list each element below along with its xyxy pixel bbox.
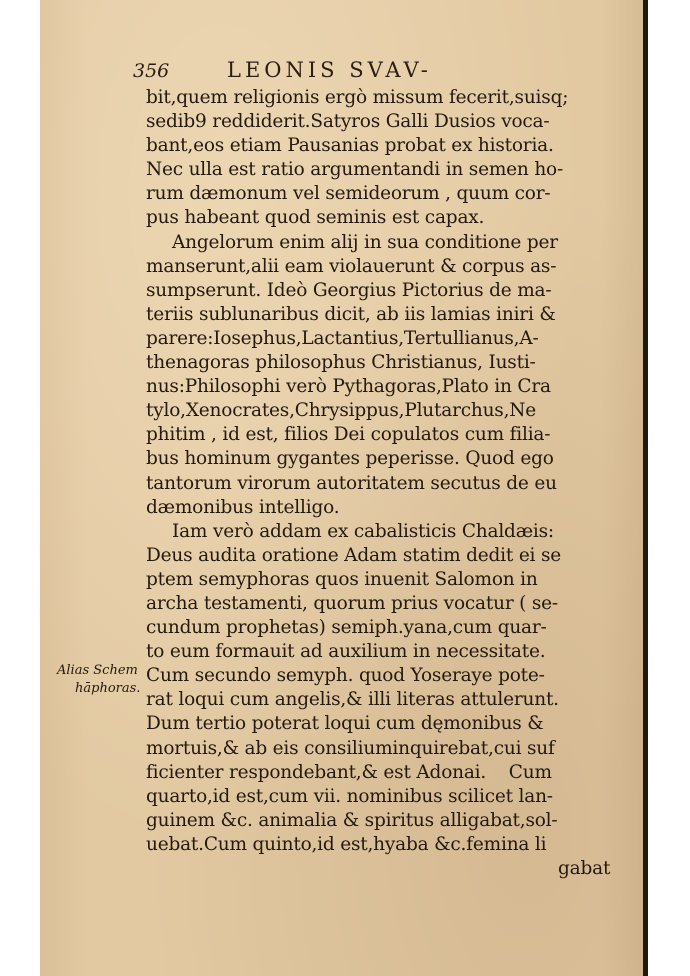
running-header [133,58,553,88]
text-line: manserunt,alii eam violauerunt & corpus as- [146,255,557,277]
text-line: ficienter respondebant,& est Adonai. Cum [146,761,552,783]
text-line: teriis sublunaribus dicit, ab iis lamias iniri & [146,303,556,325]
text-line: archa testamenti, quorum prius vocatur ( se- [146,592,558,614]
text-line: Iam verò addam ex cabalisticis Chaldæis: [172,520,554,542]
text-line: to eum formauit ad auxilium in necessitate. [146,641,546,663]
text-line: phitim , id est, filios Dei copulatos cum filia- [146,424,551,446]
text-line: nus:Philosophi verò Pythagoras,Plato in Cra [146,376,551,398]
text-line: Angelorum enim alij in sua conditione per [172,231,558,253]
margin-note-line: hāphoras. [75,681,141,696]
text-line: pus habeant quod seminis est capax. [146,207,485,229]
text-line: sumpserunt. Ideò Georgius Pictorius de ma- [146,279,552,301]
text-line: Dum tertio poterat loqui cum dęmonibus & [146,713,544,735]
body-text [146,86,616,881]
margin-note [57,662,157,698]
page-edge [643,0,648,976]
text-line: quarto,id est,cum vii. nominibus scilicet lan- [146,785,553,807]
text-line: parere:Iosephus,Lactantius,Tertullianus,A- [146,327,539,349]
text-line: Cum secundo semyph. quod Yoseraye pote- [146,665,545,687]
text-line: mortuis,& ab eis consiliuminquirebat,cui suf [146,737,555,759]
text-line: tylo,Xenocrates,Chrysippus,Plutarchus,Ne [146,400,537,422]
text-line: bit,quem religionis ergò missum fecerit,suisq; [146,87,569,108]
text-line: rat loqui cum angelis,& illi literas attulerunt. [146,689,559,711]
text-line: uebat.Cum quinto,id est,hyaba &c.femina li [146,833,547,855]
text-line: bus hominum gygantes peperisse. Quod ego [146,448,554,470]
text-line: ptem semyphoras quos inuenit Salomon in [146,568,538,590]
text-line: Nec ulla est ratio argumentandi in semen ho- [146,159,564,181]
catchword: gabat [558,858,611,879]
text-line: sedib9 reddiderit.Satyros Galli Dusios voca- [146,111,550,133]
margin-note-line: Alias Schem [57,663,138,678]
text-line: rum dæmonum vel semideorum , quum cor- [146,183,551,205]
text-line: guinem &c. animalia & spiritus alligabat,sol- [146,809,558,831]
text-line: Deus audita oratione Adam statim dedit ei se [146,544,562,566]
text-line: dæmonibus intelligo. [146,496,340,518]
text-line: bant,eos etiam Pausanias probat ex historia. [146,135,554,157]
running-title: LEONIS SVAV- [227,58,432,82]
text-line: tantorum virorum autoritatem secutus de eu [146,472,557,494]
page-number: 356 [133,60,170,82]
text-line: cundum prophetas) semiph.yana,cum quar- [146,617,547,639]
text-line: thenagoras philosophus Christianus, Iusti- [146,352,536,374]
